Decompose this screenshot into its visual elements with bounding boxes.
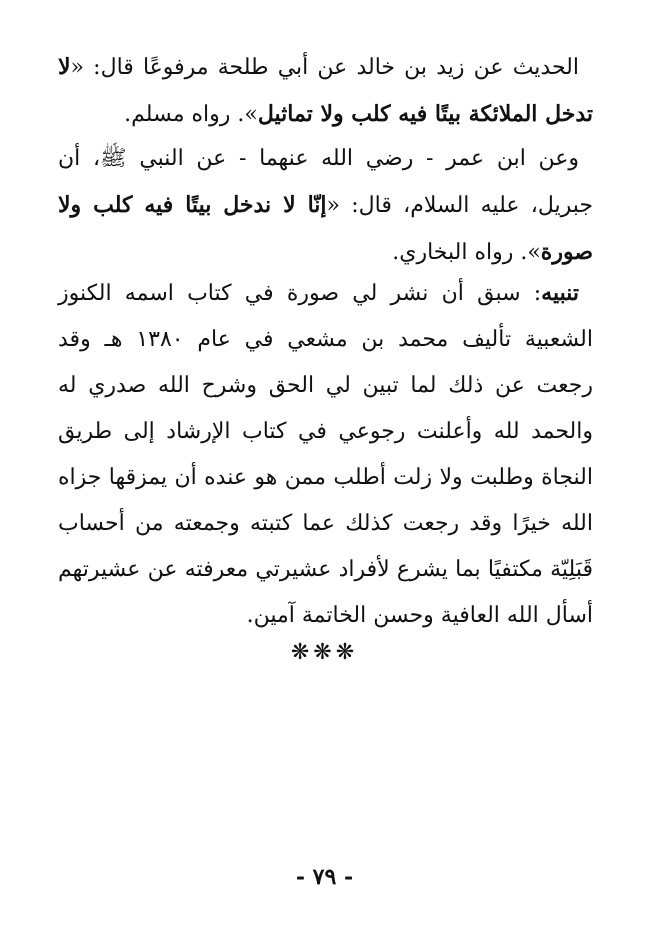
hadith-2-outro: ». رواه البخاري. [392,240,541,265]
hadith-2-quote: إنّا لا ندخل بيتًا فيه كلب ولا صورة [58,192,593,265]
hadith-1-outro: ». رواه مسلم. [124,102,258,127]
section-divider-asterisks: ❋❋❋ [290,640,359,665]
hadith-paragraph-1 [58,44,593,138]
note-paragraph [58,270,593,639]
page-number: - ٧٩ - [295,864,354,890]
hadith-1-intro: الحديث عن زيد بن خالد عن أبي طلحة مرفوعًا قال: « [70,55,579,80]
hadith-paragraph-2 [58,136,593,276]
note-label: تنبيه [541,280,579,306]
note-body: : سبق أن نشر لي صورة في كتاب اسمه الكنوز الشعبية تأليف محمد بن مشعي في عام ١٣٨٠ هـ وقد رجعت عن ذلك لما تبين لي الحق وشرح الله صدري له والحمد لله وأعلنت رجوعي في كتاب الإرشاد إلى طريق النجاة وطلبت ولا زلت أطلب ممن هو عنده أن يمزقها جزاه الله خيرًا وقد رجعت كذلك عما كتبته وجمعته من أحساب قَبَلِيّة مكتفيًا بما يشرع لأفراد عشيرتي معرفته عن عشيرتهم أسأل الله العافية وحسن الخاتمة آمين. [58,281,593,628]
hadith-1-quote: لا تدخل الملائكة بيتًا فيه كلب ولا تماثيل [58,54,593,127]
hadith-2-intro: وعن ابن عمر - رضي الله عنهما - عن النبي ﷺ، أن جبريل، عليه السلام، قال: « [58,146,593,218]
